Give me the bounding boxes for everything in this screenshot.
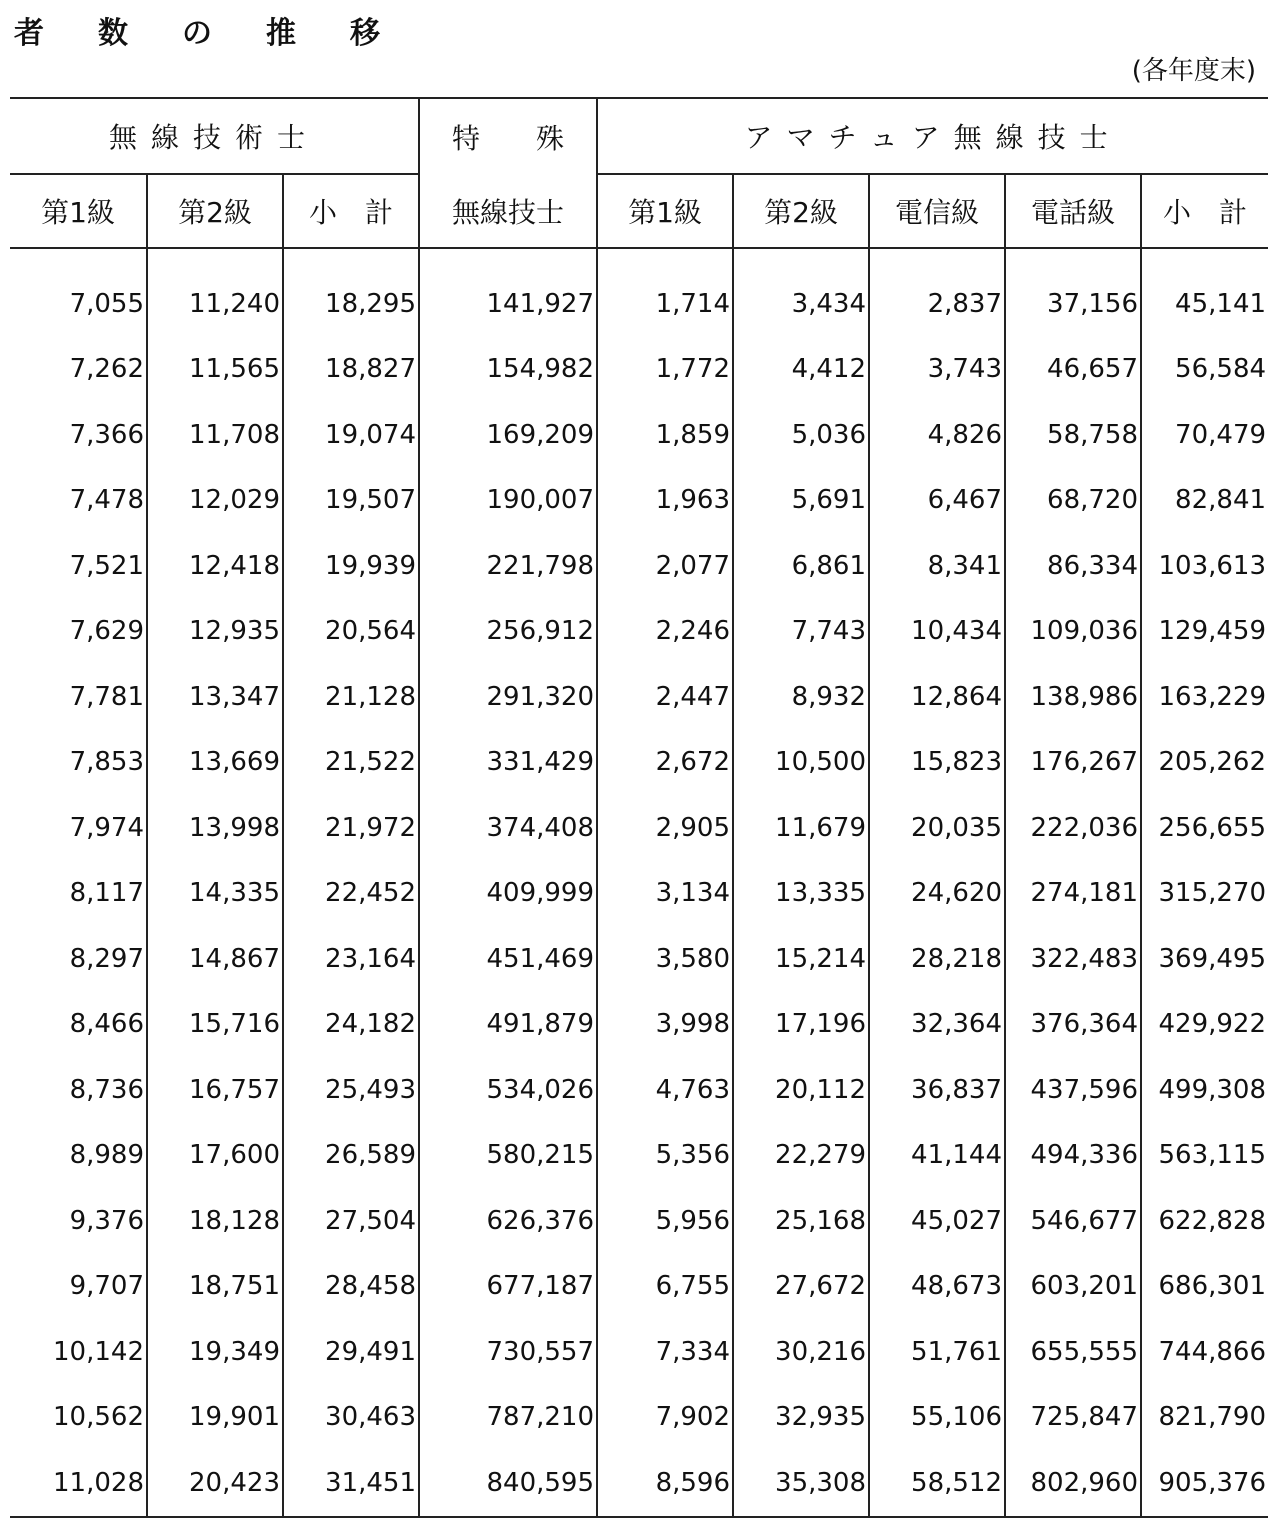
table-cell: 5,356	[597, 1123, 733, 1189]
table-cell: 546,677	[1005, 1188, 1141, 1254]
table-cell: 7,055	[10, 248, 147, 337]
table-cell: 26,589	[283, 1123, 419, 1189]
table-cell: 6,861	[733, 533, 869, 599]
table-cell: 11,565	[147, 337, 283, 403]
table-row	[10, 599, 1268, 665]
table-cell: 686,301	[1158, 1271, 1267, 1302]
table-cell: 21,128	[283, 664, 419, 730]
table-row	[10, 1057, 1268, 1123]
table-cell: 70,479	[1175, 419, 1267, 450]
table-cell: 141,927	[419, 248, 597, 337]
table-cell: 10,434	[869, 599, 1005, 665]
header-col-tech-2nd: 第2級	[147, 174, 283, 248]
table-cell: 1,772	[597, 337, 733, 403]
table-cell: 409,999	[419, 861, 597, 927]
table-cell: 2,447	[597, 664, 733, 730]
table-cell: 19,939	[283, 533, 419, 599]
table-cell: 17,600	[147, 1123, 283, 1189]
table-cell: 7,902	[597, 1385, 733, 1451]
table-cell: 138,986	[1005, 664, 1141, 730]
table-cell: 21,522	[283, 730, 419, 796]
table-cell: 154,982	[419, 337, 597, 403]
table-cell: 8,341	[869, 533, 1005, 599]
table-cell: 2,905	[597, 795, 733, 861]
table-cell: 725,847	[1005, 1385, 1141, 1451]
table-cell: 48,673	[869, 1254, 1005, 1320]
table-cell: 16,757	[147, 1057, 283, 1123]
table-cell: 8,932	[733, 664, 869, 730]
table-cell: 626,376	[419, 1188, 597, 1254]
table-cell: 3,134	[597, 861, 733, 927]
table-cell: 905,376	[1158, 1467, 1267, 1498]
table-row	[10, 1123, 1268, 1189]
table-cell: 14,867	[147, 926, 283, 992]
table-cell: 221,798	[419, 533, 597, 599]
table-cell: 14,335	[147, 861, 283, 927]
table-cell: 451,469	[419, 926, 597, 992]
table-cell: 20,035	[869, 795, 1005, 861]
table-cell: 3,998	[597, 992, 733, 1058]
table-cell: 322,483	[1005, 926, 1141, 992]
table-cell: 22,452	[283, 861, 419, 927]
table-cell: 19,901	[147, 1385, 283, 1451]
table-cell: 1,714	[597, 248, 733, 337]
table-cell: 20,112	[733, 1057, 869, 1123]
header-col-tech-1st: 第1級	[10, 174, 147, 248]
table-cell: 677,187	[419, 1254, 597, 1320]
table-cell: 18,827	[283, 337, 419, 403]
page-title: 者数の推移	[14, 16, 434, 51]
table-cell: 103,613	[1158, 550, 1267, 581]
table-row	[10, 402, 1268, 468]
table-cell: 12,029	[147, 468, 283, 534]
table-cell: 840,595	[419, 1450, 597, 1517]
table-cell: 4,826	[869, 402, 1005, 468]
table-cell: 32,935	[733, 1385, 869, 1451]
table-cell: 163,229	[1158, 681, 1267, 712]
table-cell: 5,956	[597, 1188, 733, 1254]
table-cell: 28,218	[869, 926, 1005, 992]
table-cell: 7,781	[10, 664, 147, 730]
table-cell: 18,295	[283, 248, 419, 337]
table-cell: 13,335	[733, 861, 869, 927]
table-cell: 56,584	[1175, 354, 1267, 385]
table-cell: 55,106	[869, 1385, 1005, 1451]
table-row	[10, 248, 1268, 337]
table-cell: 437,596	[1005, 1057, 1141, 1123]
table-cell: 21,972	[283, 795, 419, 861]
table-row	[10, 337, 1268, 403]
table-cell: 129,459	[1158, 616, 1267, 647]
table-cell: 2,246	[597, 599, 733, 665]
table-row	[10, 533, 1268, 599]
table-cell: 41,144	[869, 1123, 1005, 1189]
statistics-table	[10, 97, 1268, 1518]
table-cell: 3,434	[733, 248, 869, 337]
header-col-amateur-telephone: 電話級	[1005, 174, 1141, 248]
table-cell: 27,672	[733, 1254, 869, 1320]
table-cell: 580,215	[419, 1123, 597, 1189]
table-cell: 291,320	[419, 664, 597, 730]
table-cell: 20,423	[147, 1450, 283, 1517]
table-cell: 109,036	[1005, 599, 1141, 665]
table-cell: 4,412	[733, 337, 869, 403]
table-row	[10, 1188, 1268, 1254]
table-cell: 13,347	[147, 664, 283, 730]
table-cell: 12,864	[869, 664, 1005, 730]
table-cell: 13,669	[147, 730, 283, 796]
table-cell: 169,209	[419, 402, 597, 468]
table-cell: 27,504	[283, 1188, 419, 1254]
table-cell: 787,210	[419, 1385, 597, 1451]
table-cell: 7,478	[10, 468, 147, 534]
header-col-amateur-telegraph: 電信級	[869, 174, 1005, 248]
table-cell: 622,828	[1158, 1205, 1267, 1236]
table-cell: 24,182	[283, 992, 419, 1058]
table-cell: 176,267	[1005, 730, 1141, 796]
table-cell: 429,922	[1158, 1009, 1267, 1040]
table-cell: 15,823	[869, 730, 1005, 796]
table-cell: 58,758	[1005, 402, 1141, 468]
table-cell: 25,168	[733, 1188, 869, 1254]
table-cell: 4,763	[597, 1057, 733, 1123]
table-cell: 7,521	[10, 533, 147, 599]
header-special-line1: 特 殊	[419, 98, 597, 174]
table-cell: 19,074	[283, 402, 419, 468]
table-cell: 7,629	[10, 599, 147, 665]
table-cell: 51,761	[869, 1319, 1005, 1385]
table-cell: 2,077	[597, 533, 733, 599]
table-row	[10, 926, 1268, 992]
table-cell: 18,751	[147, 1254, 283, 1320]
table-cell: 8,596	[597, 1450, 733, 1517]
table-body	[10, 248, 1268, 1517]
table-cell: 563,115	[1158, 1140, 1267, 1171]
table-cell: 603,201	[1005, 1254, 1141, 1320]
table-cell: 744,866	[1158, 1336, 1267, 1367]
table-cell: 11,240	[147, 248, 283, 337]
header-group-amateur: アマチュア無線技士	[597, 98, 1268, 174]
table-cell: 499,308	[1158, 1074, 1267, 1105]
header-col-amateur-1st: 第1級	[597, 174, 733, 248]
table-cell: 9,707	[10, 1254, 147, 1320]
table-cell: 190,007	[419, 468, 597, 534]
table-cell: 7,974	[10, 795, 147, 861]
table-cell: 2,672	[597, 730, 733, 796]
table-cell: 491,879	[419, 992, 597, 1058]
header-group-technician: 無線技術士	[10, 98, 419, 174]
table-cell: 5,691	[733, 468, 869, 534]
table-cell: 22,279	[733, 1123, 869, 1189]
table-cell: 8,736	[10, 1057, 147, 1123]
table-cell: 17,196	[733, 992, 869, 1058]
table-cell: 18,128	[147, 1188, 283, 1254]
table-row	[10, 1254, 1268, 1320]
table-cell: 256,912	[419, 599, 597, 665]
table-cell: 5,036	[733, 402, 869, 468]
table-cell: 35,308	[733, 1450, 869, 1517]
table-cell: 68,720	[1005, 468, 1141, 534]
table-cell: 20,564	[283, 599, 419, 665]
table-cell: 7,853	[10, 730, 147, 796]
table-cell: 3,743	[869, 337, 1005, 403]
table-cell: 32,364	[869, 992, 1005, 1058]
table-cell: 802,960	[1005, 1450, 1141, 1517]
table-row	[10, 1319, 1268, 1385]
table-cell: 24,620	[869, 861, 1005, 927]
table-cell: 274,181	[1005, 861, 1141, 927]
table-cell: 45,141	[1175, 288, 1267, 319]
table-row	[10, 795, 1268, 861]
header-special-line2: 無線技士	[419, 174, 597, 248]
table-row	[10, 1385, 1268, 1451]
table-cell: 15,214	[733, 926, 869, 992]
table-cell: 8,297	[10, 926, 147, 992]
table-cell: 376,364	[1005, 992, 1141, 1058]
table-cell: 10,562	[10, 1385, 147, 1451]
table-note: (各年度末)	[1131, 56, 1256, 86]
table-cell: 222,036	[1005, 795, 1141, 861]
table-cell: 25,493	[283, 1057, 419, 1123]
table-cell: 6,755	[597, 1254, 733, 1320]
header-col-amateur-2nd: 第2級	[733, 174, 869, 248]
table-cell: 11,708	[147, 402, 283, 468]
table-cell: 28,458	[283, 1254, 419, 1320]
table-cell: 11,028	[10, 1450, 147, 1517]
table-row	[10, 664, 1268, 730]
table-cell: 13,998	[147, 795, 283, 861]
table-cell: 12,418	[147, 533, 283, 599]
table-cell: 30,463	[283, 1385, 419, 1451]
table-row	[10, 1450, 1268, 1517]
table-cell: 821,790	[1158, 1402, 1267, 1433]
table-cell: 7,334	[597, 1319, 733, 1385]
table-row	[10, 992, 1268, 1058]
table-cell: 11,679	[733, 795, 869, 861]
table-cell: 82,841	[1175, 485, 1267, 516]
header-col-amateur-subtotal: 小 計	[1163, 196, 1248, 229]
table-cell: 205,262	[1158, 747, 1267, 778]
table-cell: 2,837	[869, 248, 1005, 337]
table-cell: 19,349	[147, 1319, 283, 1385]
table-cell: 315,270	[1158, 878, 1267, 909]
table-cell: 534,026	[419, 1057, 597, 1123]
table-cell: 655,555	[1005, 1319, 1141, 1385]
table-cell: 86,334	[1005, 533, 1141, 599]
table-cell: 8,117	[10, 861, 147, 927]
table-cell: 8,466	[10, 992, 147, 1058]
table-cell: 19,507	[283, 468, 419, 534]
header-col-tech-subtotal: 小 計	[283, 174, 419, 248]
table-cell: 37,156	[1005, 248, 1141, 337]
table-cell: 15,716	[147, 992, 283, 1058]
table-cell: 374,408	[419, 795, 597, 861]
table-row	[10, 468, 1268, 534]
table-cell: 29,491	[283, 1319, 419, 1385]
table-cell: 1,963	[597, 468, 733, 534]
table-cell: 7,262	[10, 337, 147, 403]
table-cell: 12,935	[147, 599, 283, 665]
table-cell: 7,743	[733, 599, 869, 665]
table-cell: 494,336	[1005, 1123, 1141, 1189]
table-cell: 730,557	[419, 1319, 597, 1385]
table-cell: 31,451	[283, 1450, 419, 1517]
table-row	[10, 730, 1268, 796]
table-cell: 10,500	[733, 730, 869, 796]
table-cell: 256,655	[1158, 812, 1267, 843]
table-cell: 23,164	[283, 926, 419, 992]
table-cell: 9,376	[10, 1188, 147, 1254]
table-cell: 36,837	[869, 1057, 1005, 1123]
table-cell: 30,216	[733, 1319, 869, 1385]
table-cell: 58,512	[869, 1450, 1005, 1517]
table-cell: 8,989	[10, 1123, 147, 1189]
table-cell: 7,366	[10, 402, 147, 468]
table-cell: 6,467	[869, 468, 1005, 534]
table-cell: 1,859	[597, 402, 733, 468]
table-cell: 3,580	[597, 926, 733, 992]
table-cell: 369,495	[1158, 943, 1267, 974]
table-cell: 10,142	[10, 1319, 147, 1385]
table-row	[10, 861, 1268, 927]
table-cell: 331,429	[419, 730, 597, 796]
table-cell: 45,027	[869, 1188, 1005, 1254]
table-cell: 46,657	[1005, 337, 1141, 403]
